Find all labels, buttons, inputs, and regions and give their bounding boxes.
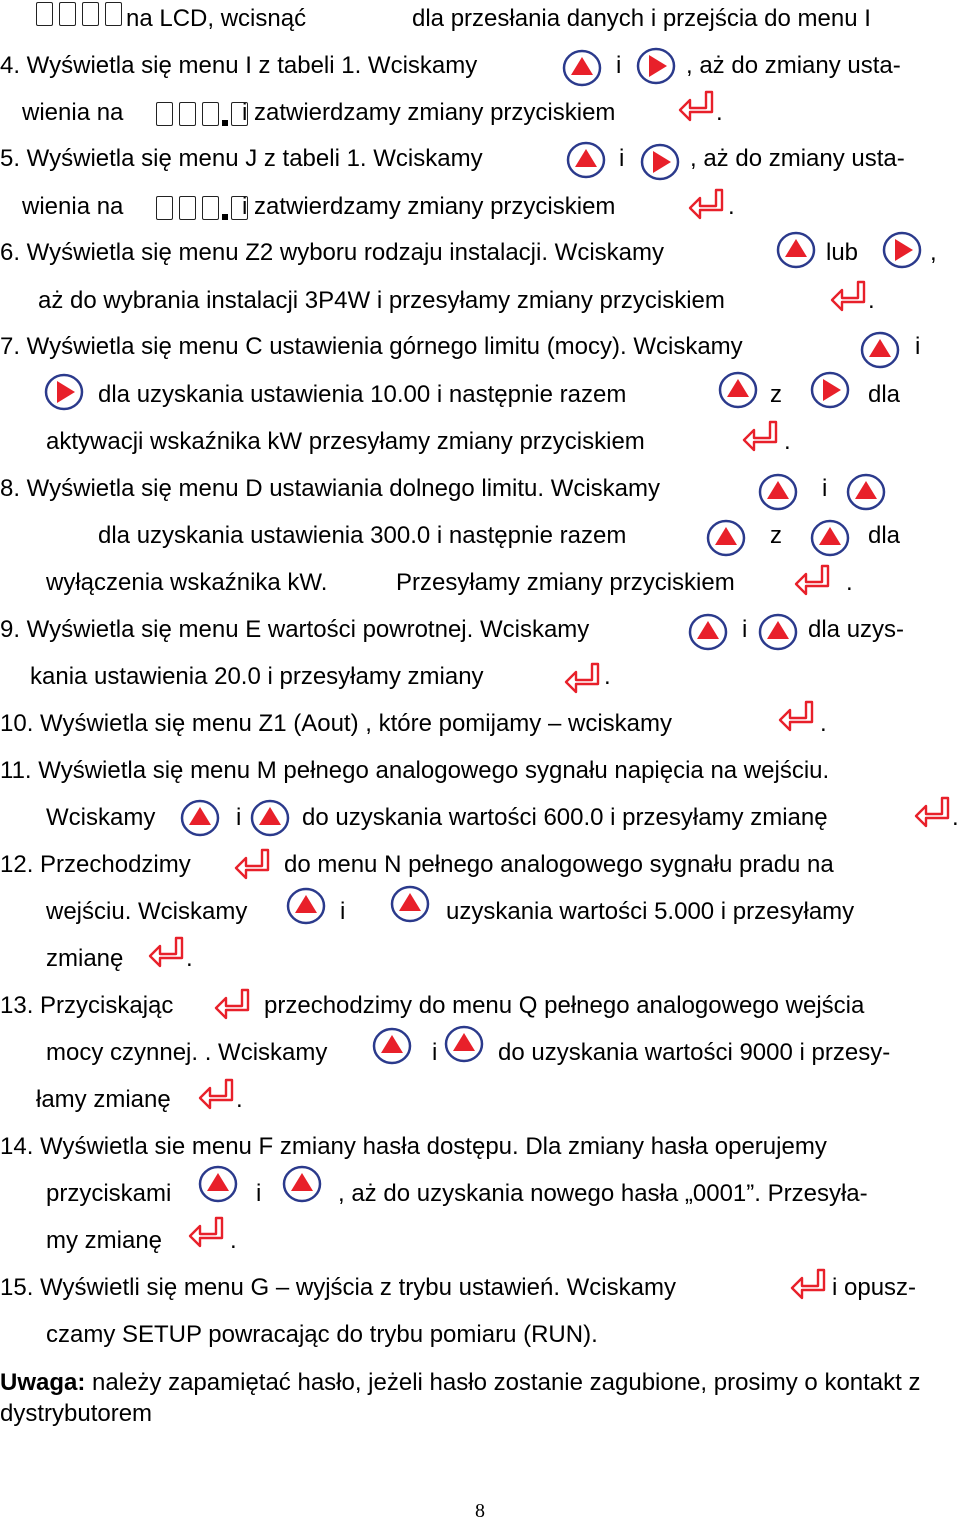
text-line: kania ustawienia 20.0 i przesyłamy zmiany: [30, 663, 484, 690]
text-line: , aż do uzyskania nowego hasła „0001”. Przesyła-: [338, 1180, 868, 1207]
text-line: .: [716, 99, 723, 126]
up-arrow-icon: [282, 1164, 322, 1204]
text-line: .: [230, 1227, 237, 1254]
text-line: dla uzys-: [808, 616, 905, 643]
text-line: 4. Wyświetla się menu I z tabeli 1. Wciskamy: [0, 52, 478, 79]
text-line: do menu N pełnego analogowego sygnału pradu na: [284, 851, 834, 878]
up-arrow-icon: [810, 518, 850, 558]
text-line: dla przesłania danych i przejścia do menu I: [412, 5, 871, 32]
up-arrow-icon: [372, 1026, 412, 1066]
text-line: i: [822, 475, 828, 502]
up-arrow-icon: [390, 884, 430, 924]
text-line: 15. Wyświetli się menu G – wyjścia z trybu ustawień. Wciskamy: [0, 1274, 676, 1301]
lcd-segment-display: [156, 194, 248, 220]
text-line: .: [820, 710, 827, 737]
text-line: .: [868, 287, 875, 314]
text-line: i: [619, 145, 625, 172]
text-line: dla uzyskania ustawienia 10.00 i następnie razem: [98, 381, 627, 408]
right-arrow-icon: [44, 372, 84, 412]
text-line: dla: [868, 381, 901, 408]
text-line: i: [915, 333, 921, 360]
text-line: łamy zmianę: [36, 1086, 171, 1113]
text-line: Przesyłamy zmiany przyciskiem: [396, 569, 735, 596]
text-line: wienia na: [22, 193, 124, 220]
text-line: aż do wybrania instalacji 3P4W i przesyłamy zmiany przyciskiem: [38, 287, 725, 314]
enter-icon: [146, 934, 186, 974]
up-arrow-icon: [180, 798, 220, 838]
text-line: aktywacji wskaźnika kW przesyłamy zmiany przyciskiem: [46, 428, 645, 455]
text-line: 14. Wyświetla sie menu F zmiany hasła dostępu. Dla zmiany hasła operujemy: [0, 1133, 827, 1160]
text-line: .: [846, 569, 853, 596]
text-line: i: [616, 52, 622, 79]
up-arrow-icon: [758, 612, 798, 652]
text-line: i zatwierdzamy zmiany przyciskiem: [242, 193, 616, 220]
text-line: 12. Przechodzimy: [0, 851, 191, 878]
up-arrow-icon: [566, 140, 606, 180]
text-line: .: [952, 804, 959, 831]
lcd-segment-display: [36, 0, 122, 26]
text-line: Wciskamy: [46, 804, 156, 831]
text-line: zmianę: [46, 945, 124, 972]
enter-icon: [686, 186, 726, 226]
right-arrow-icon: [640, 142, 680, 182]
text-line: 11. Wyświetla się menu M pełnego analogowego sygnału napięcia na wejściu.: [0, 757, 830, 784]
text-line: .: [604, 663, 611, 690]
enter-icon: [788, 1266, 828, 1306]
text-line: my zmianę: [46, 1227, 163, 1254]
up-arrow-icon: [706, 518, 746, 558]
text-line: 5. Wyświetla się menu J z tabeli 1. Wciskamy: [0, 145, 483, 172]
up-arrow-icon: [562, 48, 602, 88]
text-line: i: [340, 898, 346, 925]
text-line: .: [236, 1086, 243, 1113]
text-line: i: [236, 804, 242, 831]
up-arrow-icon: [776, 230, 816, 270]
enter-icon: [562, 660, 602, 700]
text-line: dla uzyskania ustawienia 300.0 i następnie razem: [98, 522, 627, 549]
up-arrow-icon: [250, 798, 290, 838]
enter-icon: [186, 1214, 226, 1254]
up-arrow-icon: [198, 1164, 238, 1204]
enter-icon: [740, 418, 780, 458]
text-line: i: [432, 1039, 438, 1066]
text-line: ,: [930, 239, 937, 266]
text-line: i opusz-: [832, 1274, 917, 1301]
up-arrow-icon: [718, 370, 758, 410]
enter-icon: [232, 846, 272, 886]
text-line: 8. Wyświetla się menu D ustawiania dolnego limitu. Wciskamy: [0, 475, 661, 502]
enter-icon: [912, 794, 952, 834]
note-block: [0, 1367, 940, 1429]
lcd-segment-display: [156, 100, 248, 126]
text-line: lub: [826, 239, 859, 266]
text-line: 13. Przyciskając: [0, 992, 174, 1019]
enter-icon: [676, 88, 716, 128]
text-line: dla: [868, 522, 901, 549]
right-arrow-icon: [636, 46, 676, 86]
page-number: 8: [475, 1500, 485, 1522]
note-label: Uwaga:: [0, 1369, 86, 1396]
text-line: .: [728, 193, 735, 220]
text-line: przyciskami: [46, 1180, 172, 1207]
right-arrow-icon: [810, 370, 850, 410]
text-line: do uzyskania wartości 600.0 i przesyłamy zmianę: [302, 804, 828, 831]
text-line: z: [770, 522, 782, 549]
up-arrow-icon: [846, 472, 886, 512]
text-line: przechodzimy do menu Q pełnego analogowego wejścia: [264, 992, 865, 1019]
up-arrow-icon: [860, 330, 900, 370]
enter-icon: [196, 1076, 236, 1116]
note-text: należy zapamiętać hasło, jeżeli hasło zostanie zagubione, prosimy o kontakt z dystrybutorem: [0, 1369, 921, 1427]
enter-icon: [792, 562, 832, 602]
text-line: do uzyskania wartości 9000 i przesy-: [498, 1039, 891, 1066]
text-line: , aż do zmiany usta-: [686, 52, 901, 79]
text-line: 6. Wyświetla się menu Z2 wyboru rodzaju instalacji. Wciskamy: [0, 239, 664, 266]
enter-icon: [776, 698, 816, 738]
text-line: czamy SETUP powracając do trybu pomiaru (RUN).: [46, 1321, 598, 1348]
enter-icon: [828, 278, 868, 318]
text-line: .: [186, 945, 193, 972]
up-arrow-icon: [688, 612, 728, 652]
text-line: na LCD, wcisnąć: [126, 5, 307, 32]
text-line: wyłączenia wskaźnika kW.: [46, 569, 328, 596]
text-line: z: [770, 381, 782, 408]
up-arrow-icon: [286, 886, 326, 926]
text-line: wejściu. Wciskamy: [46, 898, 248, 925]
up-arrow-icon: [758, 472, 798, 512]
text-line: 7. Wyświetla się menu C ustawienia górnego limitu (mocy). Wciskamy: [0, 333, 743, 360]
enter-icon: [212, 986, 252, 1026]
text-line: i: [256, 1180, 262, 1207]
text-line: i zatwierdzamy zmiany przyciskiem: [242, 99, 616, 126]
text-line: 10. Wyświetla się menu Z1 (Aout) , które pomijamy – wciskamy: [0, 710, 672, 737]
text-line: , aż do zmiany usta-: [690, 145, 905, 172]
right-arrow-icon: [882, 230, 922, 270]
text-line: 9. Wyświetla się menu E wartości powrotnej. Wciskamy: [0, 616, 590, 643]
text-line: i: [742, 616, 748, 643]
text-line: mocy czynnej. . Wciskamy: [46, 1039, 328, 1066]
text-line: .: [784, 428, 791, 455]
text-line: wienia na: [22, 99, 124, 126]
text-line: uzyskania wartości 5.000 i przesyłamy: [446, 898, 855, 925]
up-arrow-icon: [444, 1024, 484, 1064]
